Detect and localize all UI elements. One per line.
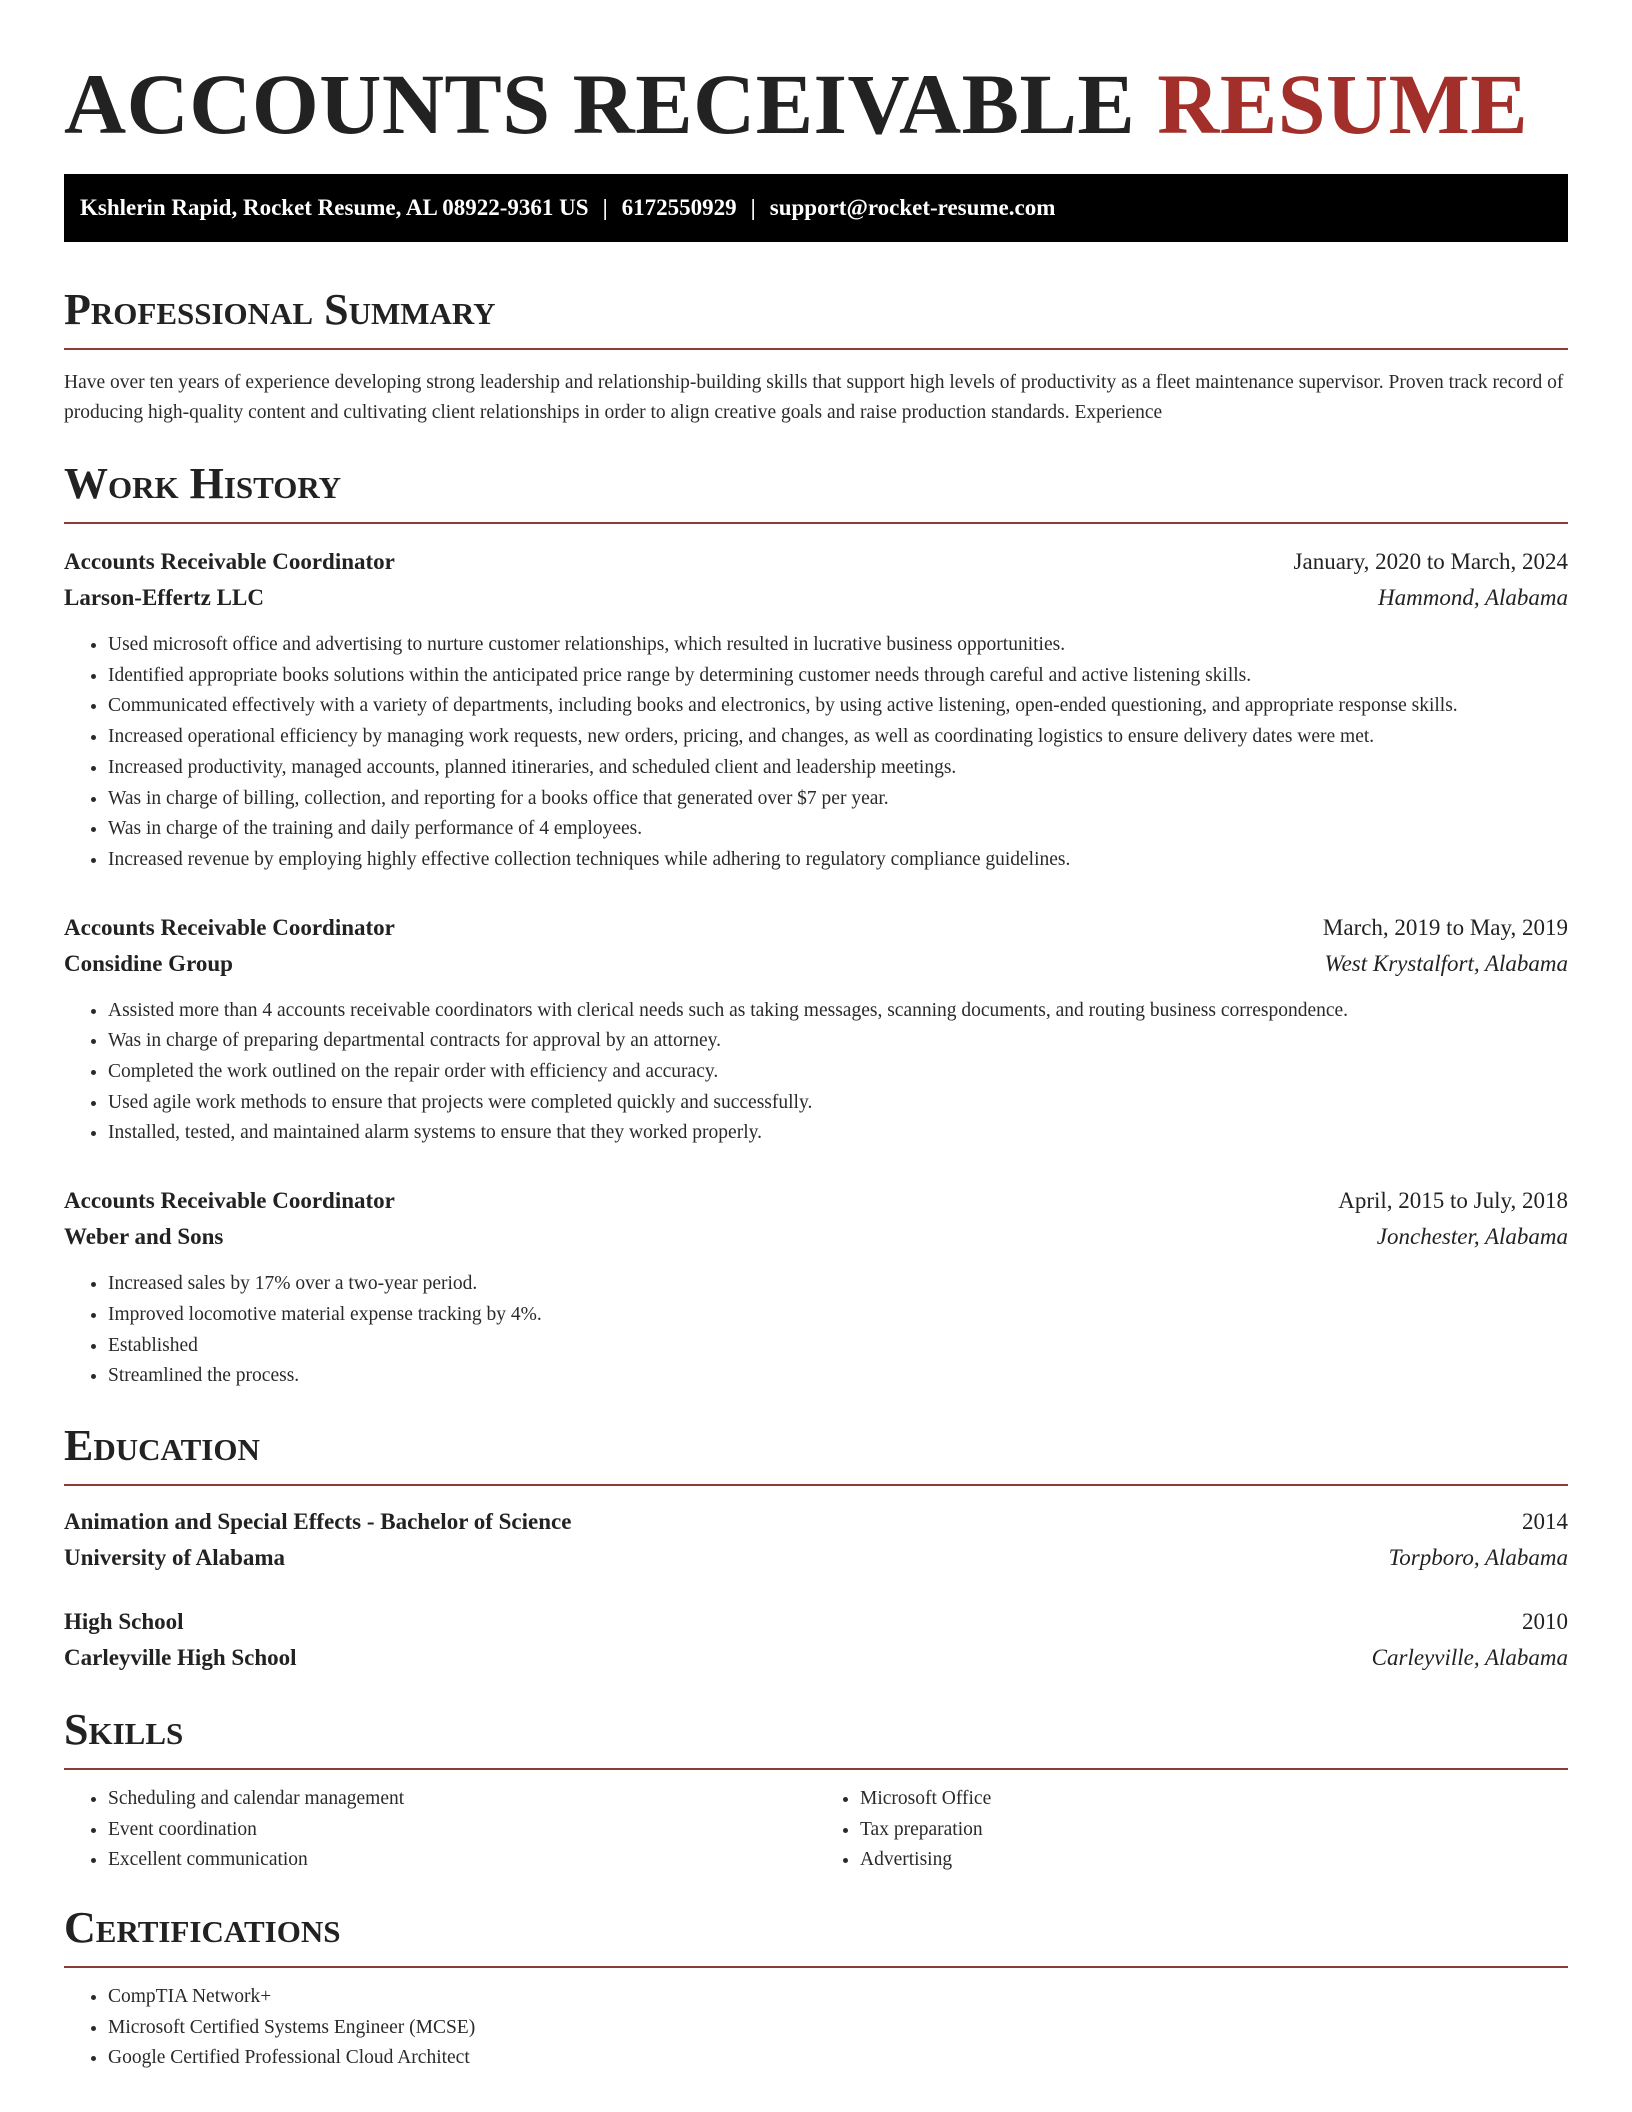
education-section [64,1422,1568,1676]
job-company: Weber and Sons [64,1224,224,1250]
education-heading: Education [64,1422,1568,1486]
list-item: • CompTIA Network+ [108,1982,1568,2013]
list-item: • Used microsoft office and advertising to nurture customer relationships, which resulted in lucrative business opportunities. [108,630,1568,661]
education-entry [64,1504,1568,1576]
education-year: 2014 [1522,1508,1568,1534]
job-title: Accounts Receivable Coordinator [64,1188,395,1214]
list-item: • Excellent communication [108,1845,816,1876]
list-item: • Improved locomotive material expense tracking by 4%. [108,1300,1568,1331]
contact-phone[interactable]: 6172550929 [621,195,737,220]
list-item: • Was in charge of billing, collection, and reporting for a books office that generated over $7 per year. [108,784,1568,815]
job-dates: April, 2015 to July, 2018 [1338,1188,1568,1214]
list-item: • Was in charge of the training and daily performance of 4 employees. [108,814,1568,845]
certifications-list [64,1982,1568,2074]
job-dates: March, 2019 to May, 2019 [1322,914,1568,940]
list-item: • Was in charge of preparing departmental contracts for approval by an attorney. [108,1026,1568,1057]
education-school: Carleyville High School [64,1644,297,1670]
job-location: Hammond, Alabama [1378,585,1568,610]
work-history-section [64,460,1568,1392]
job-dates: January, 2020 to March, 2024 [1293,549,1568,574]
education-year: 2010 [1522,1608,1568,1634]
contact-separator: | [750,195,756,220]
list-item: • Increased revenue by employing highly effective collection techniques while adhering to regulatory compliance guidelines. [108,845,1568,876]
skills-column-left [64,1784,816,1876]
skills-heading: Skills [64,1706,1568,1770]
summary-text: Have over ten years of experience developing strong leadership and relationship-building skills that support high levels of productivity as a fleet maintenance supervisor. Proven track record of producing high-quality content and cultivating client relationships in order to align creative goals and raise production standards. Experience [64,372,1564,423]
job-title: Accounts Receivable Coordinator [64,914,395,940]
list-item: • Assisted more than 4 accounts receivable coordinators with clerical needs such as taking messages, scanning documents, and routing business correspondence. [108,996,1568,1027]
title-main: ACCOUNTS RECEIVABLE [64,56,1136,152]
job-title: Accounts Receivable Coordinator [64,549,395,574]
job-company: Larson-Effertz LLC [64,585,264,610]
summary-section [64,286,1568,428]
list-item: • Established [108,1331,1568,1362]
list-item: • Installed, tested, and maintained alarm systems to ensure that they worked properly. [108,1118,1568,1149]
education-school: University of Alabama [64,1544,286,1570]
list-item: • Increased sales by 17% over a two-year period. [108,1269,1568,1300]
job-location: West Krystalfort, Alabama [1324,950,1568,976]
job-bullets [64,630,1568,876]
job-bullets [64,1269,1568,1392]
job-entry [64,1183,1568,1392]
list-item: • Tax preparation [860,1815,1568,1846]
contact-separator: | [602,195,608,220]
list-item: • Streamlined the process. [108,1361,1568,1392]
job-bullets [64,996,1568,1150]
resume-title [64,0,1568,152]
job-entry [64,544,1568,876]
list-item: • Google Certified Professional Cloud Architect [108,2043,1568,2074]
list-item: • Microsoft Certified Systems Engineer (MCSE) [108,2013,1568,2044]
certifications-section [64,1904,1568,2074]
contact-email[interactable]: support@rocket-resume.com [769,195,1056,220]
education-location: Torpboro, Alabama [1388,1544,1568,1570]
contact-bar [64,174,1568,242]
list-item: • Increased productivity, managed accounts, planned itineraries, and scheduled client and leadership meetings. [108,753,1568,784]
education-location: Carleyville, Alabama [1371,1644,1568,1670]
job-company: Considine Group [64,950,233,976]
list-item: • Advertising [860,1845,1568,1876]
list-item: • Communicated effectively with a variety of departments, including books and electronics, by using active listening, open-ended questioning, and appropriate response skills. [108,691,1568,722]
title-accent: RESUME [1157,56,1529,152]
list-item: • Event coordination [108,1815,816,1846]
list-item: • Used agile work methods to ensure that projects were completed quickly and successfully. [108,1088,1568,1119]
job-location: Jonchester, Alabama [1376,1224,1568,1250]
list-item: • Scheduling and calendar management [108,1784,816,1815]
certifications-heading: Certifications [64,1904,1568,1968]
skills-section [64,1706,1568,1876]
work-history-heading: Work History [64,460,1568,524]
job-entry [64,910,1568,1150]
education-degree: Animation and Special Effects - Bachelor of Science [64,1508,572,1534]
education-degree: High School [64,1608,184,1634]
education-entry [64,1604,1568,1676]
skills-column-right [816,1784,1568,1876]
skills-grid [64,1784,1568,1876]
list-item: • Microsoft Office [860,1784,1568,1815]
list-item: • Increased operational efficiency by managing work requests, new orders, pricing, and changes, as well as coordinating logistics to ensure delivery dates were met. [108,722,1568,753]
list-item: • Completed the work outlined on the repair order with efficiency and accuracy. [108,1057,1568,1088]
summary-heading: Professional Summary [64,286,1568,350]
list-item: • Identified appropriate books solutions within the anticipated price range by determining customer needs through careful and active listening skills. [108,661,1568,692]
contact-address: Kshlerin Rapid, Rocket Resume, AL 08922-9361 US [80,195,589,220]
